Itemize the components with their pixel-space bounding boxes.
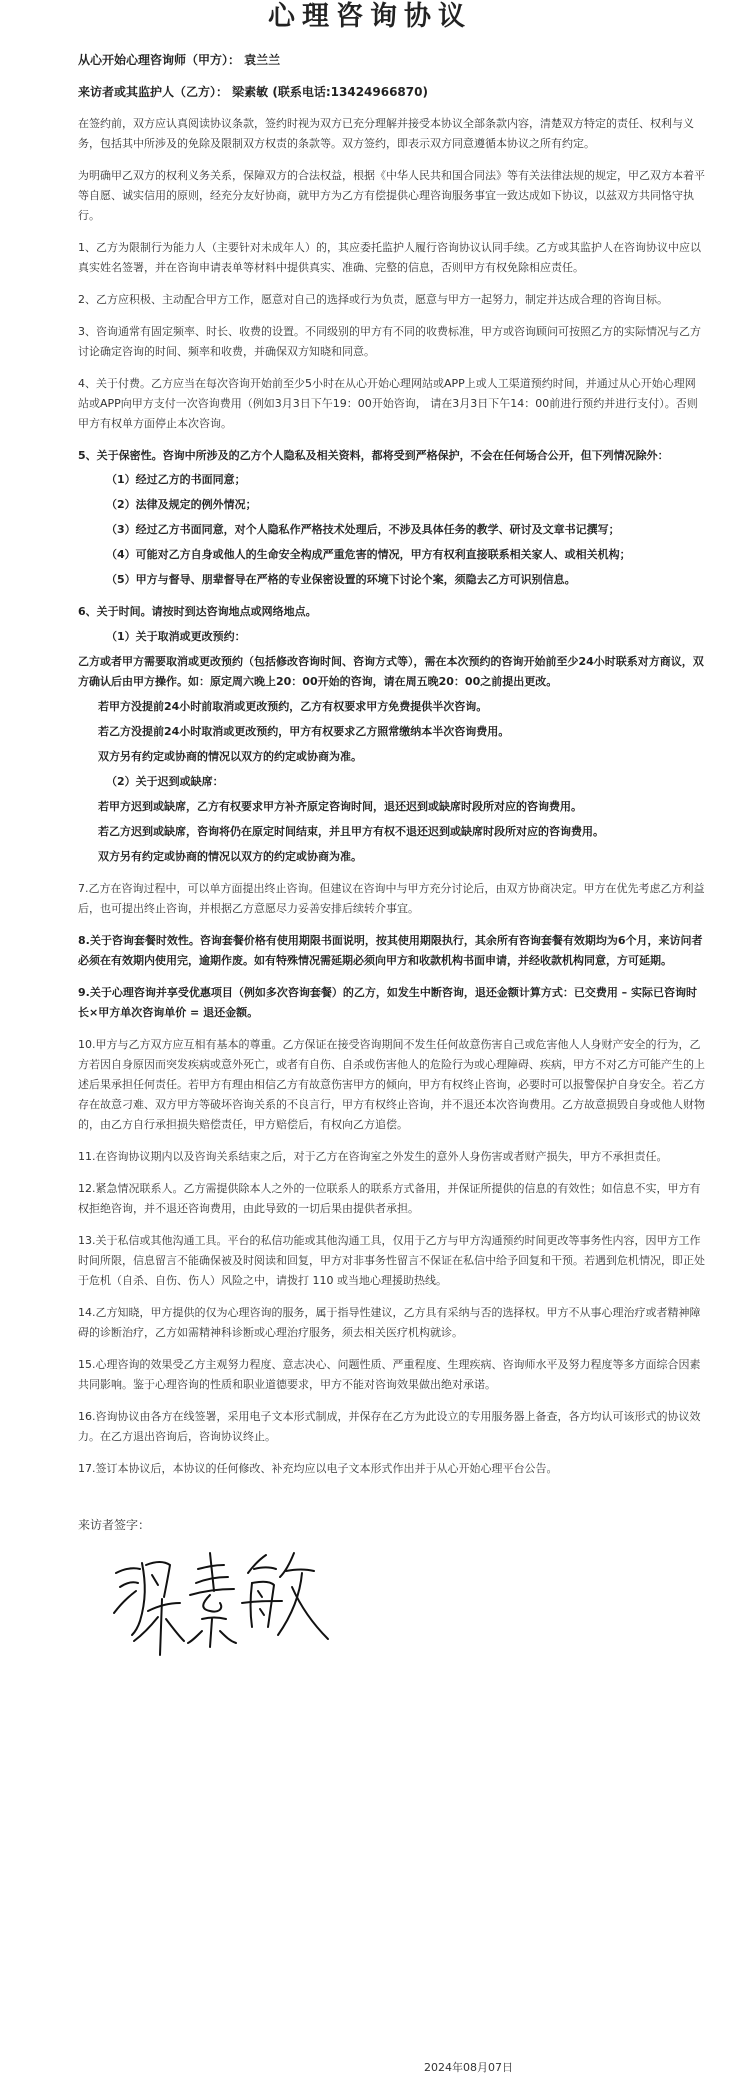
clause-4: 4、关于付费。乙方应当在每次咨询开始前至少5小时在从心开始心理网站或APP上或人工渠道预约时间，并通过从心开始心理网站或APP向甲方支付一次咨询费用（例如3月3日下午19：00开始咨询， 请在3月3日下午14：00前进行预约并进行支付）。否则甲方有权单方面停止本次咨询。: [78, 377, 698, 430]
clause-2: 2、乙方应积极、主动配合甲方工作，愿意对自己的选择或行为负责，愿意与甲方一起努力，制定并达成合理的咨询目标。: [78, 293, 668, 306]
clause-3: 3、咨询通常有固定频率、时长、收费的设置。不同级别的甲方有不同的收费标准，甲方或咨询顾问可按照乙方的实际情况与乙方讨论确定咨询的时间、频率和收费，并确保双方知晓和同意。: [78, 325, 701, 358]
intro-paragraph-1: 在签约前，双方应认真阅读协议条款，签约时视为双方已充分理解并接受本协议全部条款内容，清楚双方特定的责任、权利与义务，包括其中所涉及的免除及限制双方权责的条款等。双方签约，即表示双方同意遵循本协议之所有约定。: [78, 117, 694, 150]
clause-6-sub1-title: （1）关于取消或更改预约：: [106, 630, 246, 643]
party-a-line: 从心开始心理咨询师（甲方）： 袁兰兰: [78, 53, 281, 67]
clause-14: 14.乙方知晓，甲方提供的仅为心理咨询的服务，属于指导性建议，乙方具有采纳与否的选择权。甲方不从事心理治疗或者精神障碍的诊断治疗，乙方如需精神科诊断或心理治疗服务，须去相关医疗机构就诊。: [78, 1306, 701, 1339]
document-title: 心理咨询协议: [268, 1, 472, 32]
clause-6-sub1-line-2: 若乙方没提前24小时取消或更改预约，甲方有权要求乙方照常缴纳本半次咨询费用。: [98, 725, 510, 738]
clause-6-sub1-line-3: 双方另有约定或协商的情况以双方的约定或协商为准。: [98, 750, 362, 763]
clause-1: 1、乙方为限制行为能力人（主要针对未成年人）的，其应委托监护人履行咨询协议认同手续。乙方或其监护人在咨询协议中应以真实姓名签署，并在咨询申请表单等材料中提供真实、准确、完整的信息，否则甲方有权免除相应责任。: [78, 241, 701, 274]
list-item: （3）经过乙方书面同意，对个人隐私作严格技术处理后，不涉及具体任务的教学、研讨及文章书记撰写；: [106, 523, 620, 536]
clause-8: 8.关于咨询套餐时效性。咨询套餐价格有使用期限书面说明，按其使用期限执行，其余所有咨询套餐有效期均为6个月，来访问者必须在有效期内使用完，逾期作废。如有特殊情况需延期必须向甲方和收款机构书面申请，并经收款机构同意，方可延期。: [78, 934, 703, 967]
clause-6-sub2-line-3: 双方另有约定或协商的情况以双方的约定或协商为准。: [98, 850, 362, 863]
clause-9: 9.关于心理咨询并享受优惠项目（例如多次咨询套餐）的乙方，如发生中断咨询，退还金额计算方式：已交费用 – 实际已咨询时长×甲方单次咨询单价 = 退还金额。: [78, 986, 697, 1019]
clause-6-intro: 6、关于时间。请按时到达咨询地点或网络地点。: [78, 605, 317, 618]
clause-6-sub1-line-1: 若甲方没提前24小时前取消或更改预约，乙方有权要求甲方免费提供半次咨询。: [98, 700, 488, 713]
clause-12: 12.紧急情况联系人。乙方需提供除本人之外的一位联系人的联系方式备用，并保证所提供的信息的有效性；如信息不实，甲方有权拒绝咨询，并不退还咨询费用，由此导致的一切后果由提供者承担。: [78, 1182, 701, 1215]
sign-date: 2024年08月07日: [424, 2061, 513, 2074]
clause-10: 10.甲方与乙方双方应互相有基本的尊重。乙方保证在接受咨询期间不发生任何故意伤害自己或危害他人人身财产安全的行为，乙方若因自身原因而突发疾病或意外死亡，或者有自伤、自杀或伤害他人的危险行为或心理障碍、疾病，甲方不对乙方可能产生的上述后果承担任何责任。若甲方有理由相信乙方有故意伤害甲方的倾向，甲方有权终止咨询，必要时可以报警保护自身安全。若乙方存在故意刁难、双方甲方等破坏咨询关系的不良言行，甲方有权终止咨询，并不退还本次咨询费用。乙方故意损毁自身或他人财物的，由乙方自行承担损失赔偿责任，甲方赔偿后，有权向乙方追偿。: [78, 1038, 705, 1131]
clause-7: 7.乙方在咨询过程中，可以单方面提出终止咨询。但建议在咨询中与甲方充分讨论后，由双方协商决定。甲方在优先考虑乙方利益后，也可提出终止咨询，并根据乙方意愿尽力妥善安排后续转介事宜。: [78, 882, 705, 915]
clause-6-sub2-title: （2）关于迟到或缺席：: [106, 775, 224, 788]
clause-17: 17.签订本协议后，本协议的任何修改、补充均应以电子文本形式作出并于从心开始心理平台公告。: [78, 1462, 558, 1475]
intro-paragraph-2: 为明确甲乙双方的权利义务关系，保障双方的合法权益，根据《中华人民共和国合同法》等有关法律法规的规定，甲乙双方本着平等自愿、诚实信用的原则，经充分友好协商，就甲方为乙方有偿提供心理咨询服务事宜一致达成如下协议，以兹双方共同恪守执行。: [78, 169, 705, 222]
clause-13: 13.关于私信或其他沟通工具。平台的私信功能或其他沟通工具，仅用于乙方与甲方沟通预约时间更改等事务性内容，因甲方工作时间所限，信息留言不能确保被及时阅读和回复，甲方对非事务性留言不保证在私信中给予回复和干预。若遇到危机情况，即正处于危机（自杀、自伤、伤人）风险之中，请拨打 110 或当地心理援助热线。: [78, 1234, 705, 1287]
clause-6-sub2-line-1: 若甲方迟到或缺席，乙方有权要求甲方补齐原定咨询时间，退还迟到或缺席时段所对应的咨询费用。: [98, 800, 582, 813]
clause-6-sub2-line-2: 若乙方迟到或缺席，咨询将仍在原定时间结束，并且甲方有权不退还迟到或缺席时段所对应的咨询费用。: [98, 825, 604, 838]
list-item: （5）甲方与督导、朋辈督导在严格的专业保密设置的环境下讨论个案，须隐去乙方可识别信息。: [106, 573, 576, 586]
list-item: （2）法律及规定的例外情况；: [106, 498, 257, 511]
clause-15: 15.心理咨询的效果受乙方主观努力程度、意志决心、问题性质、严重程度、生理疾病、咨询师水平及努力程度等多方面综合因素共同影响。鉴于心理咨询的性质和职业道德要求，甲方不能对咨询效果做出绝对承诺。: [78, 1358, 701, 1391]
party-b-line: 来访者或其监护人（乙方）： 梁素敏 (联系电话:13424966870): [78, 85, 428, 99]
clause-6-section: [78, 602, 706, 867]
signature-label: 来访者签字：: [78, 1518, 151, 1532]
confidentiality-exceptions-list: [78, 470, 706, 590]
clause-6-sub1-body: 乙方或者甲方需要取消或更改预约（包括修改咨询时间、咨询方式等），需在本次预约的咨询开始前至少24小时联系对方商议，双方确认后由甲方操作。如：原定周六晚上20：00开始的咨询，请在周五晚20：00之前提出更改。: [78, 655, 704, 688]
clause-11: 11.在咨询协议期内以及咨询关系结束之后，对于乙方在咨询室之外发生的意外人身伤害或者财产损失，甲方不承担责任。: [78, 1150, 668, 1163]
list-item: （1）经过乙方的书面同意；: [106, 473, 246, 486]
list-item: （4）可能对乙方自身或他人的生命安全构成严重危害的情况，甲方有权利直接联系相关家人、或相关机构；: [106, 548, 631, 561]
clause-16: 16.咨询协议由各方在线签署，采用电子文本形式制成，并保存在乙方为此设立的专用服务器上备查，各方均认可该形式的协议效力。在乙方退出咨询后，咨询协议终止。: [78, 1410, 701, 1443]
handwritten-signature: [106, 1543, 336, 1673]
clause-5-intro: 5、关于保密性。咨询中所涉及的乙方个人隐私及相关资料，都将受到严格保护，不会在任何场合公开，但下列情况除外：: [78, 449, 669, 462]
